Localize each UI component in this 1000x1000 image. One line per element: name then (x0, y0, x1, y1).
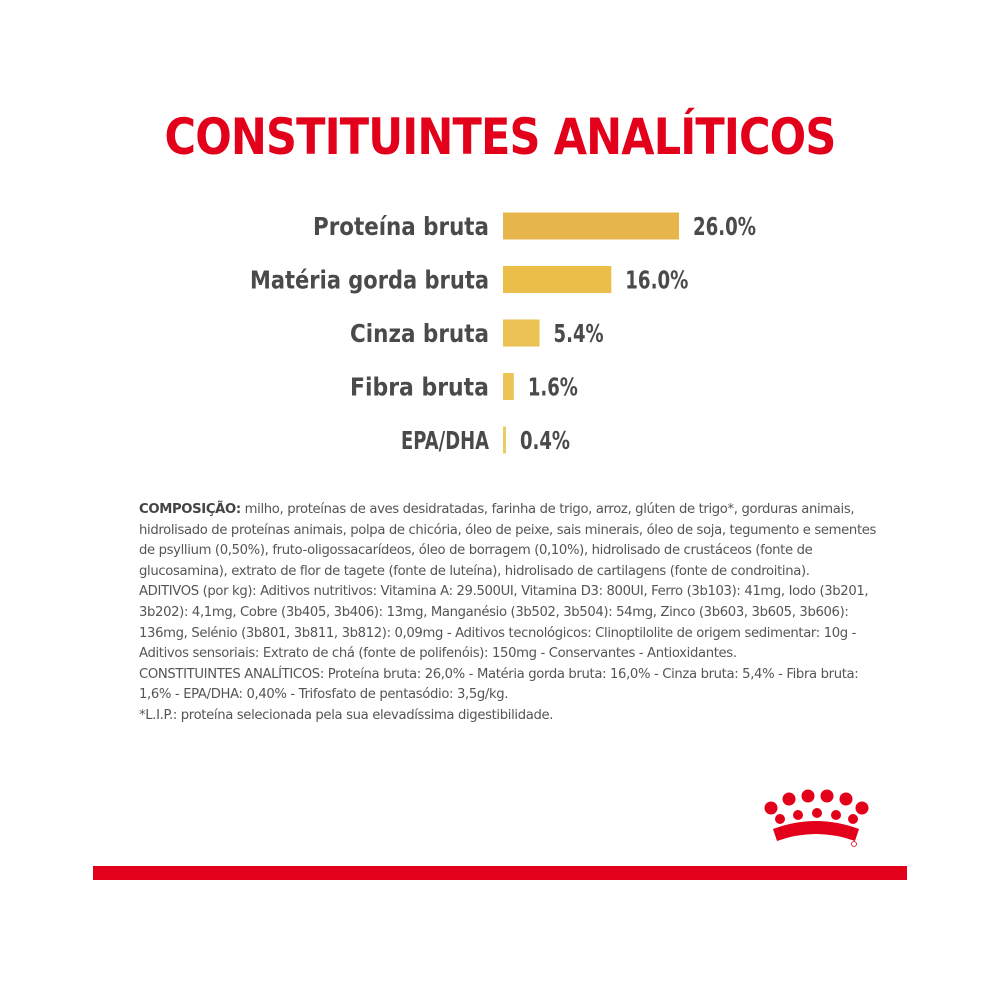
red-divider (93, 866, 907, 880)
category-label: Fibra bruta (350, 372, 489, 402)
bar (503, 320, 540, 347)
bar (503, 266, 611, 293)
value-label: 0.4% (520, 426, 570, 455)
bar (503, 427, 506, 454)
value-label: 16.0% (625, 265, 689, 295)
value-label: 26.0% (693, 212, 756, 241)
constituents-paragraph: CONSTITUINTES ANALÍTICOS: Proteína bruta: 26,0% - Matéria gorda bruta: 16,0% - Cinza bruta: 5,4% - Fibra bruta: 1,6% - EPA/DHA: 0,40% - Trifosfato de pentasódio: 3,5g/kg. (139, 666, 859, 703)
value-label: 5.4% (553, 319, 604, 348)
bar (503, 373, 514, 400)
category-label: Matéria gorda bruta (250, 265, 489, 295)
composition-heading: COMPOSIÇÃO: (139, 502, 241, 517)
composition-text: milho, proteínas de aves desidratadas, farinha de trigo, arroz, glúten de trigo*, gorduras animais, hidrolisado de proteínas animais, polpa de chicória, óleo de peixe, sais minerais, óleo de soja, tegumento e sementes de psyllium (0,50%), fruto-oligossacarídeos, óleo de borragem (0,10%), hidrolisado de crustáceos (fonte de glucosamina), extrato de flor de tagete (fonte de luteína), hidrolisado de cartilagens (fonte de condroitina). (139, 502, 877, 579)
category-label: Cinza bruta (350, 319, 489, 348)
bar (503, 213, 679, 240)
page-title: CONSTITUINTES ANALÍTICOS (164, 108, 836, 166)
composition-block (139, 500, 889, 727)
composition-paragraph (139, 500, 889, 582)
value-label: 1.6% (527, 372, 578, 402)
bar-chart (0, 190, 1000, 470)
additives-paragraph: ADITIVOS (por kg): Aditivos nutritivos: Vitamina A: 29.500UI, Vitamina D3: 800UI, Ferro (3b103): 41mg, Iodo (3b201, 3b202): 4,1mg, Cobre (3b405, 3b406): 13mg, Manganésio (3b502, 3b504): 54mg, Zinco (3b603, 3b605, 3b606): 136mg, Selénio (3b801, 3b811, 3b812): 0,09mg - Aditivos tecnológicos: Clinoptilolite de origem sedimentar: 10g - Aditivos sensoriais: Extrato de chá (fonte de polifenóis): 150mg - Conservantes - Antioxidantes. (139, 584, 869, 662)
category-label: EPA/DHA (401, 426, 490, 455)
footnote-paragraph: *L.I.P.: proteína selecionada pela sua elevadíssima digestibilidade. (139, 707, 554, 723)
crown-icon (755, 785, 875, 855)
category-label: Proteína bruta (313, 212, 489, 241)
